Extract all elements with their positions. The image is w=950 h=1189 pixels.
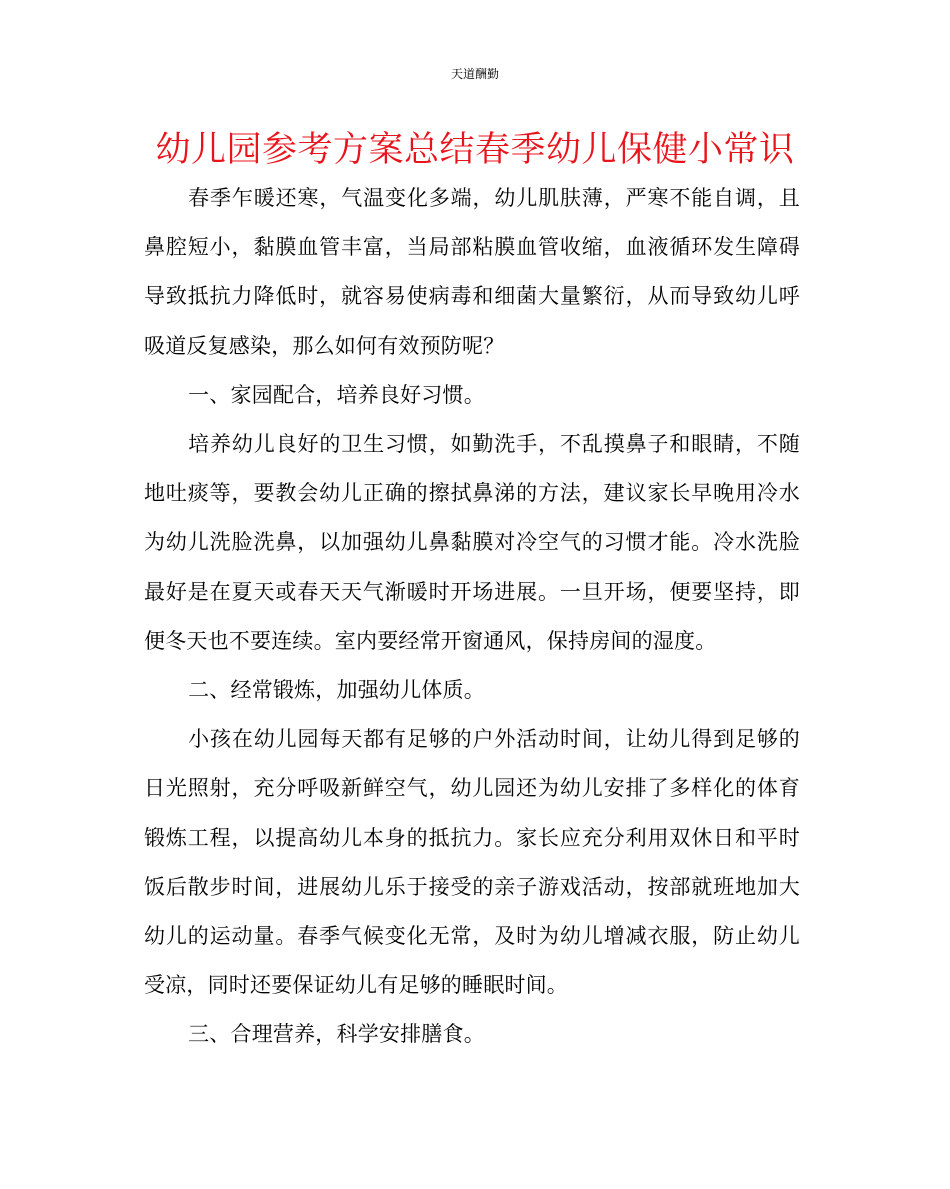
paragraph-intro: 春季乍暖还寒，气温变化多端，幼儿肌肤薄，严寒不能自调，且鼻腔短小，黏膜血管丰富，当局部粘膜血管收缩，血液循环发生障碍导致抵抗力降低时，就容易使病毒和细菌大量繁衍，从而导致幼儿呼吸道反复感染，那么如何有效预防呢？ [144,186,800,358]
section-heading-1: 一、家园配合，培养良好习惯。 [188,382,485,407]
paragraph-hygiene: 培养幼儿良好的卫生习惯，如勤洗手，不乱摸鼻子和眼睛，不随地吐痰等，要教会幼儿正确的擦拭鼻涕的方法，建议家长早晚用冷水为幼儿洗脸洗鼻，以加强幼儿鼻黏膜对冷空气的习惯才能。冷水洗脸最好是在夏天或春天天气渐暖时开场进展。一旦开场，便要坚持，即便冬天也不要连续。室内要经常开窗通风，保持房间的湿度。 [144,432,800,653]
document-body [144,174,800,1060]
section-heading-3: 三、合理营养，科学安排膳食。 [188,1022,485,1047]
section-heading-2: 二、经常锻炼，加强幼儿体质。 [188,678,485,703]
paragraph-exercise: 小孩在幼儿园每天都有足够的户外活动时间，让幼儿得到足够的日光照射，充分呼吸新鲜空气，幼儿园还为幼儿安排了多样化的体育锻炼工程，以提高幼儿本身的抵抗力。家长应充分利用双休日和平时饭后散步时间，进展幼儿乐于接受的亲子游戏活动，按部就班地加大幼儿的运动量。春季气候变化无常，及时为幼儿增减衣服，防止幼儿受凉，同时还要保证幼儿有足够的睡眠时间。 [144,727,800,998]
document-title: 幼儿园参考方案总结春季幼儿保健小常识 [155,130,795,170]
page-header: 天道酬勤 [450,67,499,81]
